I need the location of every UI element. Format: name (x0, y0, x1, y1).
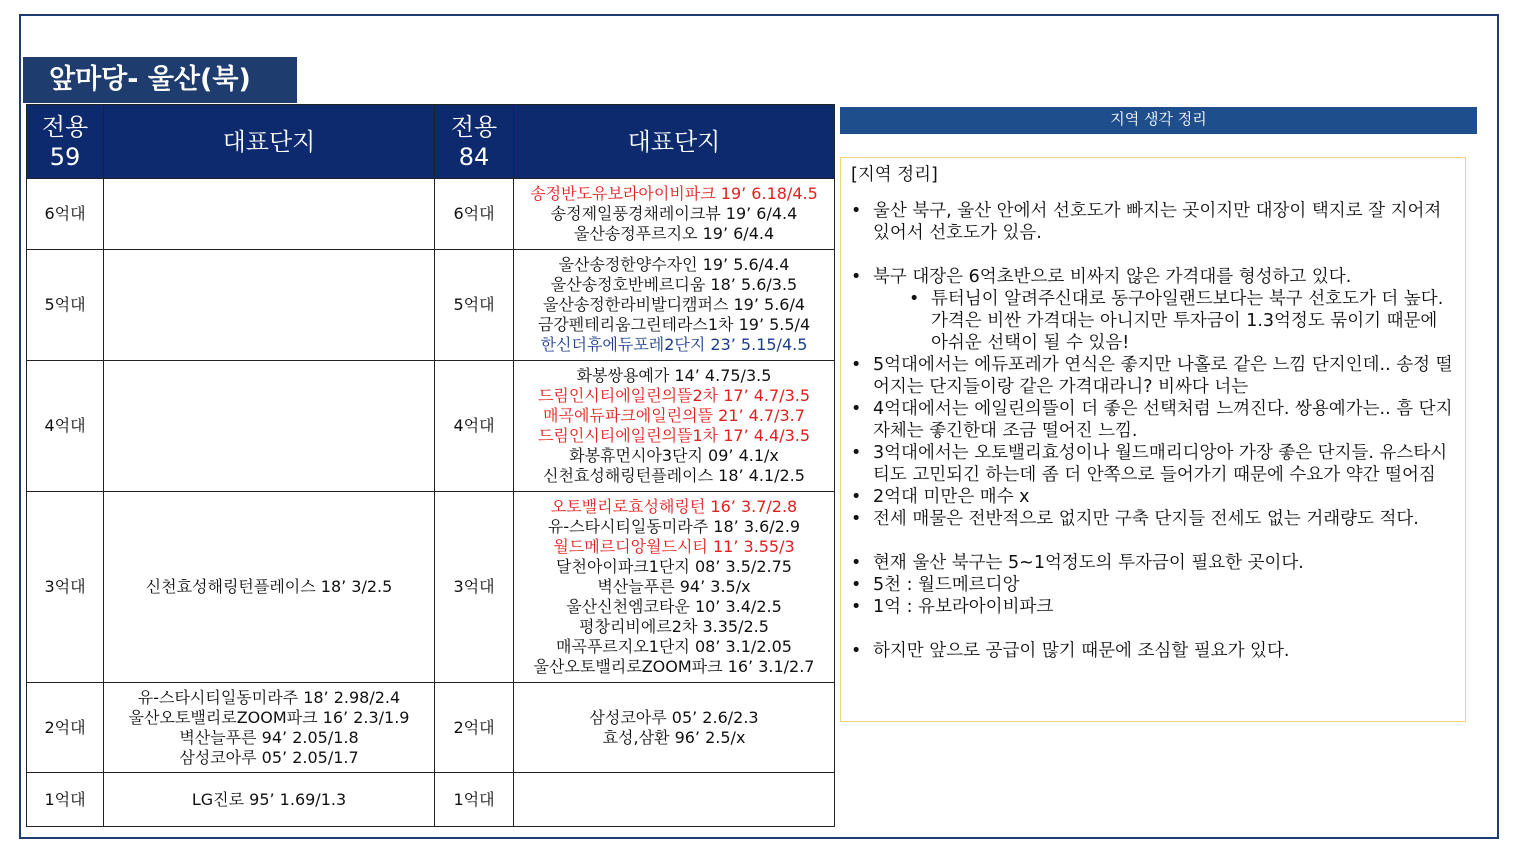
complex-entry: 신천효성해링턴플레이스 18’ 4.1/2.5 (543, 466, 805, 485)
note-bullet: • 4억대에서는 에일린의뜰이 더 좋은 선택처럼 느껴진다. 쌍용예가는.. 흠 단지자체는 좋긴한대 조금 떨어진 느낌. (851, 398, 1455, 442)
header-complex-59: 대표단지 (104, 105, 435, 179)
note-bullet: • 2억대 미만은 매수 x (851, 486, 1455, 508)
notes-list (851, 200, 1455, 662)
complex-entry: 금강펜테리움그린테라스1차 19’ 5.5/4 (537, 315, 811, 334)
complex-entry: 삼성코아루 05’ 2.05/1.7 (179, 747, 359, 767)
price-band-84: 2억대 (435, 683, 514, 773)
complex-list-59 (104, 250, 435, 361)
complex-list-84 (514, 683, 835, 773)
price-band-84: 4억대 (435, 361, 514, 492)
complex-list-59 (104, 683, 435, 773)
complex-entry: 벽산늘푸른 94’ 2.05/1.8 (179, 727, 359, 747)
complex-list-59 (104, 179, 435, 250)
note-bullet: • 울산 북구, 울산 안에서 선호도가 빠지는 곳이지만 대장이 택지로 잘 지어져있어서 선호도가 있음. (851, 200, 1455, 244)
note-bullet: • 북구 대장은 6억초반으로 비싸지 않은 가격대를 형성하고 있다. (851, 266, 1455, 288)
complex-entry: 울산송정호반베르디움 18’ 5.6/3.5 (550, 275, 798, 294)
complex-entry: 유-스타시티일동미라주 18’ 2.98/2.4 (137, 687, 401, 707)
table-row (27, 492, 835, 683)
complex-list-59 (104, 361, 435, 492)
complex-entry: 매곡에듀파크에일린의뜰 21’ 4.7/3.7 (543, 406, 805, 425)
complex-entry: 드림인시티에일린의뜰2차 17’ 4.7/3.5 (537, 386, 811, 405)
price-table (26, 104, 835, 827)
header-area-59: 전용 59 (27, 105, 104, 179)
price-band-59: 1억대 (27, 773, 104, 827)
note-bullet: • 튜터님이 알려주신대로 동구아일랜드보다는 북구 선호도가 더 높다. 가격은 비싼 가격대는 아니지만 투자금이 1.3억정도 묶이기 때문에 아쉬운 선택이 될 수 있음! (851, 288, 1455, 354)
price-band-59: 6억대 (27, 179, 104, 250)
complex-list-84 (514, 179, 835, 250)
complex-entry: 화봉쌍용예가 14’ 4.75/3.5 (576, 366, 772, 385)
complex-list-84 (514, 361, 835, 492)
table-row (27, 683, 835, 773)
table-row (27, 773, 835, 827)
complex-entry: 달천아이파크1단지 08’ 3.5/2.75 (556, 557, 792, 576)
complex-list-59 (104, 773, 435, 827)
table-row (27, 179, 835, 250)
complex-entry: 신천효성해링턴플레이스 18’ 3/2.5 (145, 577, 393, 596)
note-bullet: • 1억 : 유보라아이비파크 (851, 596, 1455, 618)
complex-entry: 벽산늘푸른 94’ 3.5/x (597, 577, 751, 596)
complex-entry: 울산송정한양수자인 19’ 5.6/4.4 (558, 255, 790, 274)
complex-entry: 월드메르디앙월드시티 11’ 3.55/3 (553, 537, 795, 556)
complex-entry: 화봉휴먼시아3단지 09’ 4.1/x (569, 446, 779, 465)
note-bullet: • 3억대에서는 오토밸리효성이나 월드매리디앙아 가장 좋은 단지들. 유스타시티도 고민되긴 하는데 좀 더 안쪽으로 들어가기 때문에 수요가 약간 떨어짐 (851, 442, 1455, 486)
header-complex-84: 대표단지 (514, 105, 835, 179)
table-row (27, 361, 835, 492)
notes-section-title: [지역 정리] (851, 165, 938, 185)
complex-entry: 드림인시티에일린의뜰1차 17’ 4.4/3.5 (537, 426, 811, 445)
page-title: 앞마당- 울산(북) (23, 57, 297, 103)
complex-entry: 울산오토밸리로ZOOM파크 16’ 3.1/2.7 (533, 657, 815, 676)
complex-entry: 삼성코아루 05’ 2.6/2.3 (589, 707, 759, 727)
complex-list-59 (104, 492, 435, 683)
complex-list-84 (514, 250, 835, 361)
note-bullet: • 5억대에서는 에듀포레가 연식은 좋지만 나홀로 같은 느낌 단지인데.. 송정 떨어지는 단지들이랑 같은 가격대라니? 비싸다 너는 (851, 354, 1455, 398)
complex-entry: 오토밸리로효성해링턴 16’ 3.7/2.8 (550, 497, 798, 516)
complex-entry: 울산송정한라비발디캠퍼스 19’ 5.6/4 (542, 295, 806, 314)
price-band-84: 6억대 (435, 179, 514, 250)
price-band-59: 4억대 (27, 361, 104, 492)
price-band-59: 3억대 (27, 492, 104, 683)
complex-list-84 (514, 773, 835, 827)
complex-entry: 울산송정푸르지오 19’ 6/4.4 (573, 224, 775, 243)
table-header-row (27, 105, 835, 179)
complex-entry: 울산신천엠코타운 10’ 3.4/2.5 (566, 597, 782, 616)
price-band-84: 5억대 (435, 250, 514, 361)
note-bullet: • 하지만 앞으로 공급이 많기 때문에 조심할 필요가 있다. (851, 640, 1455, 662)
panel-heading: 지역 생각 정리 (840, 107, 1477, 134)
note-bullet: • 현재 울산 북구는 5~1억정도의 투자금이 필요한 곳이다. (851, 552, 1455, 574)
price-band-84: 1억대 (435, 773, 514, 827)
complex-entry: 송정반도유보라아이비파크 19’ 6.18/4.5 (530, 184, 818, 203)
complex-entry: 평창리비에르2차 3.35/2.5 (579, 617, 769, 636)
price-band-59: 2억대 (27, 683, 104, 773)
complex-entry: 매곡푸르지오1단지 08’ 3.1/2.05 (556, 637, 792, 656)
complex-list-84 (514, 492, 835, 683)
complex-entry: 울산오토밸리로ZOOM파크 16’ 2.3/1.9 (128, 707, 410, 727)
note-bullet: • 전세 매물은 전반적으로 없지만 구축 단지들 전세도 없는 거래량도 적다. (851, 508, 1455, 530)
note-bullet: • 5천 : 월드메르디앙 (851, 574, 1455, 596)
notes-box (840, 157, 1466, 722)
complex-entry: 한신더휴에듀포레2단지 23’ 5.15/4.5 (540, 335, 808, 354)
complex-entry: 효성,삼환 96’ 2.5/x (602, 727, 746, 747)
complex-entry: LG진로 95’ 1.69/1.3 (191, 789, 347, 809)
complex-entry: 송정제일풍경채레이크뷰 19’ 6/4.4 (550, 204, 798, 223)
price-band-84: 3억대 (435, 492, 514, 683)
table-row (27, 250, 835, 361)
header-area-84: 전용 84 (435, 105, 514, 179)
complex-entry: 유-스타시티일동미라주 18’ 3.6/2.9 (547, 517, 801, 536)
price-band-59: 5억대 (27, 250, 104, 361)
